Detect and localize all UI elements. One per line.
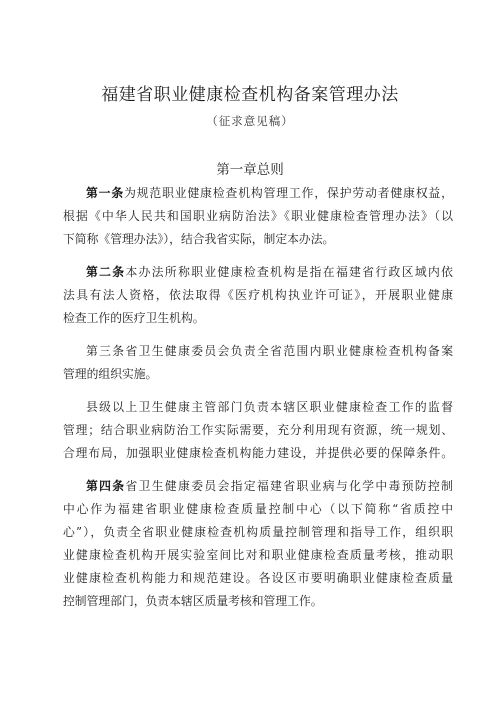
article-2-line-3: 检查工作的医疗卫生机构。 xyxy=(63,311,205,325)
article-4-label: 第四条 xyxy=(86,479,126,493)
article-2-line-1 xyxy=(86,262,453,282)
article-1-label: 第一条 xyxy=(86,186,125,200)
article-4-line-5: 业健康检查机构能力和规范建设。各设区市要明确职业健康检查质量 xyxy=(63,571,453,585)
paragraph-county-line-2: 管理；结合职业病防治工作实际需要，充分利用现有资源，统一规划、 xyxy=(63,423,453,437)
document-subtitle: （征求意见稿） xyxy=(206,114,294,128)
article-1-line-3: 下简称《管理办法》），结合我省实际，制定本办法。 xyxy=(63,232,335,246)
article-4-text: 省卫生健康委员会指定福建省职业病与化学中毒预防控制 xyxy=(125,479,453,493)
paragraph-county-line-1: 县级以上卫生健康主管部门负责本辖区职业健康检查工作的监督 xyxy=(86,400,453,414)
article-4-line-3: 心”），负责全省职业健康检查机构质量控制管理和指导工作，组织职 xyxy=(63,525,453,539)
chapter-title: 第一章总则 xyxy=(216,162,284,178)
article-4-line-2: 中心作为福建省职业健康检查质量控制中心（以下简称“省质控中 xyxy=(63,502,453,516)
article-2-text: 本办法所称职业健康检查机构是指在福建省行政区域内依 xyxy=(125,265,453,279)
article-1-line-2: 根据《中华人民共和国职业病防治法》《职业健康检查管理办法》（以 xyxy=(63,209,453,223)
article-3-line-2: 管理的组织实施。 xyxy=(63,367,158,381)
article-1-line-1 xyxy=(86,183,453,203)
paragraph-county-line-3: 合理布局，加强职业健康检查机构能力建设，并提供必要的保障条件。 xyxy=(63,446,453,460)
article-4-line-4: 业健康检查机构开展实验室间比对和职业健康检查质量考核，推动职 xyxy=(63,548,453,562)
document-title: 福建省职业健康检查机构备案管理办法 xyxy=(101,85,399,105)
article-2-label: 第二条 xyxy=(86,265,126,279)
article-4-line-1 xyxy=(86,476,453,496)
article-4-line-6: 控制管理部门，负责本辖区质量考核和管理工作。 xyxy=(63,594,323,608)
article-2-line-2: 法具有法人资格，依法取得《医疗机构执业许可证》，开展职业健康 xyxy=(63,288,453,302)
article-3-line-1: 第三条省卫生健康委员会负责全省范围内职业健康检查机构备案 xyxy=(86,344,453,358)
article-1-text: 为规范职业健康检查机构管理工作，保护劳动者健康权益， xyxy=(124,186,453,200)
